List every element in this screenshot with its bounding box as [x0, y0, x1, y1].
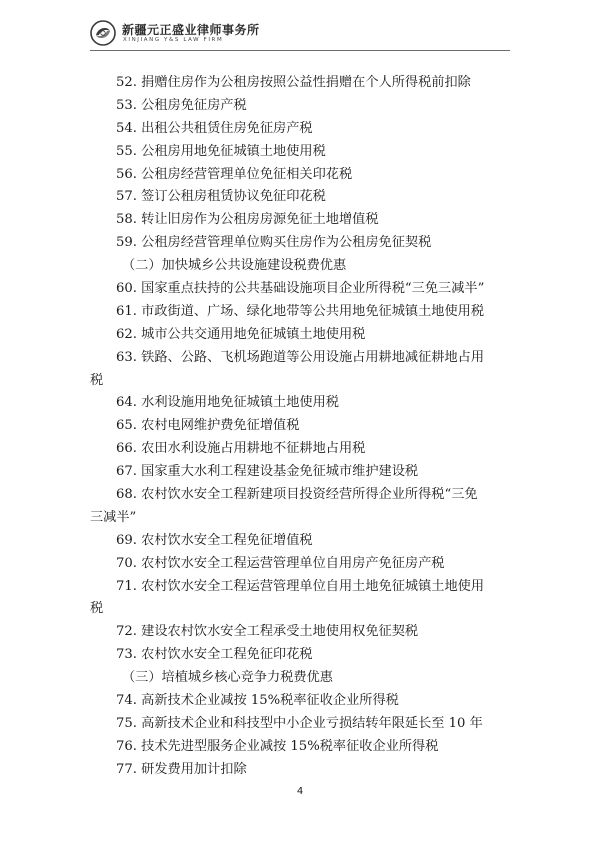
header-divider: [90, 50, 510, 51]
list-item: 税: [90, 601, 104, 617]
list-item: 68. 农村饮水安全工程新建项目投资经营所得企业所得税“三免: [116, 487, 478, 503]
section-heading: （二）加快城乡公共设施建设税费优惠: [122, 258, 347, 274]
list-item: 57. 签订公租房租赁协议免征印花税: [116, 189, 326, 205]
list-item: 60. 国家重点扶持的公共基础设施项目企业所得税“三免三减半”: [116, 281, 485, 297]
list-item: 59. 公租房经营管理单位购买住房作为公租房免征契税: [116, 235, 432, 251]
circular-swirl-logo-icon: [90, 20, 116, 46]
list-item: 76. 技术先进型服务企业减按 15%税率征收企业所得税: [116, 738, 439, 754]
list-item: 67. 国家重大水利工程建设基金免征城市维护建设税: [116, 464, 419, 480]
list-item: 56. 公租房经营管理单位免征相关印花税: [116, 166, 353, 182]
list-item: 税: [90, 372, 104, 388]
list-item: 66. 农田水利设施占用耕地不征耕地占用税: [116, 441, 366, 457]
firm-name-en: XINJIANG Y&S LAW FIRM: [123, 37, 224, 43]
list-item: 三减半”: [90, 509, 137, 525]
list-item: 55. 公租房用地免征城镇土地使用税: [116, 143, 326, 159]
list-item: 54. 出租公共租赁住房免征房产税: [116, 120, 313, 136]
list-item: 70. 农村饮水安全工程运营管理单位自用房产免征房产税: [116, 555, 445, 571]
section-heading: （三）培植城乡核心竞争力税费优惠: [122, 670, 333, 686]
list-item: 53. 公租房免征房产税: [116, 97, 247, 113]
list-item: 62. 城市公共交通用地免征城镇土地使用税: [116, 326, 366, 342]
list-item: 71. 农村饮水安全工程运营管理单位自用土地免征城镇土地使用: [116, 578, 485, 594]
firm-name-cn: 新疆元正盛业律师事务所: [122, 23, 260, 37]
list-item: 65. 农村电网维护费免征增值税: [116, 418, 300, 434]
document-body: [90, 72, 510, 782]
list-item: 72. 建设农村饮水安全工程承受土地使用权免征契税: [116, 624, 419, 640]
list-item: 52. 捐赠住房作为公租房按照公益性捐赠在个人所得税前扣除: [116, 75, 471, 90]
list-item: 63. 铁路、公路、飞机场跑道等公用设施占用耕地减征耕地占用: [116, 349, 485, 365]
list-item: 77. 研发费用加计扣除: [116, 761, 247, 777]
list-item: 73. 农村饮水安全工程免征印花税: [116, 647, 313, 663]
list-item: 64. 水利设施用地免征城镇土地使用税: [116, 395, 339, 411]
list-item: 58. 转让旧房作为公租房房源免征土地增值税: [116, 212, 379, 228]
list-item: 74. 高新技术企业减按 15%税率征收企业所得税: [116, 693, 399, 709]
page-header: [90, 16, 510, 50]
list-item: 61. 市政街道、广场、绿化地带等公共用地免征城镇土地使用税: [116, 303, 485, 319]
list-item: 75. 高新技术企业和科技型中小企业亏损结转年限延长至 10 年: [116, 715, 483, 731]
page-number: 4: [296, 786, 304, 797]
list-item: 69. 农村饮水安全工程免征增值税: [116, 532, 313, 548]
